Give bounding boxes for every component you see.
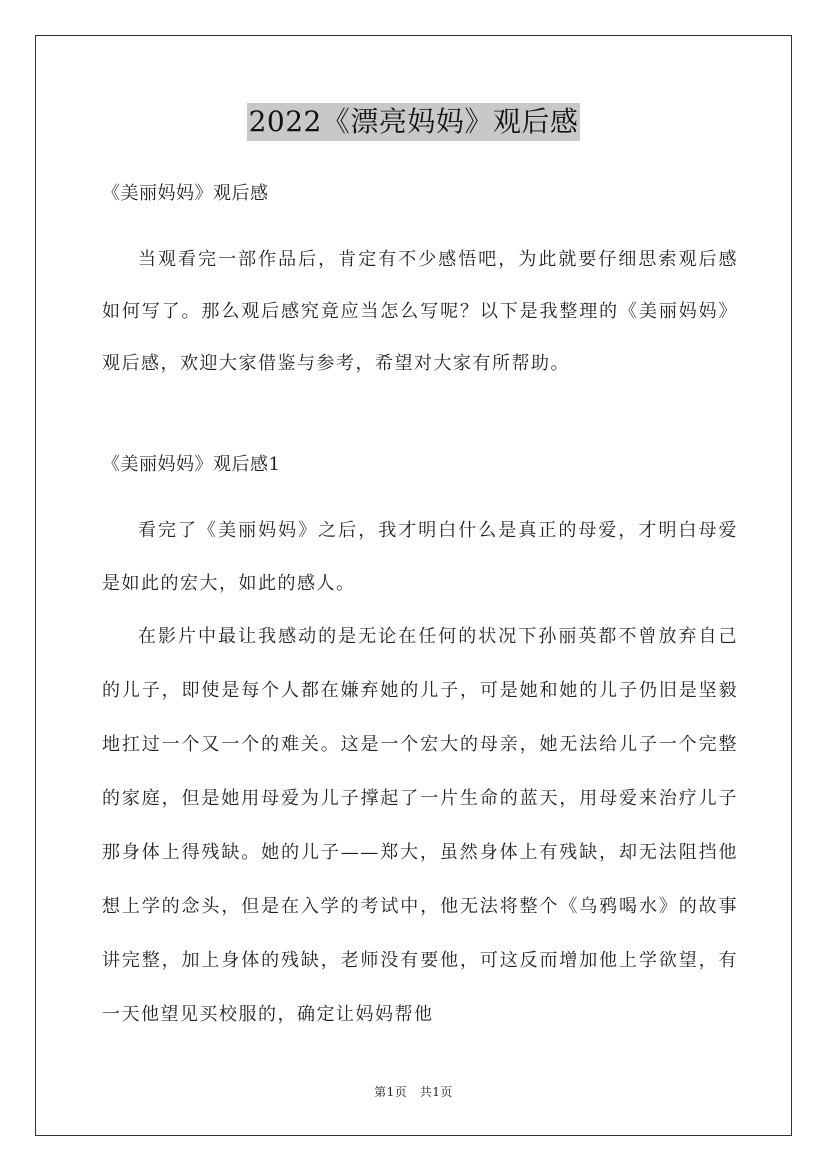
title-container (0, 103, 827, 141)
document-title: 2022《漂亮妈妈》观后感 (247, 103, 581, 141)
intro-paragraph: 当观看完一部作品后，肯定有不少感悟吧，为此就要仔细思索观后感如何写了。那么观后感究竟应当怎么写呢？以下是我整理的《美丽妈妈》观后感，欢迎大家借鉴与参考，希望对大家有所帮助。 (102, 249, 738, 374)
section-heading: 《美丽妈妈》观后感1 (102, 454, 281, 475)
subtitle: 《美丽妈妈》观后感 (102, 183, 269, 204)
body-paragraph-2: 在影片中最让我感动的是无论在任何的状况下孙丽英都不曾放弃自己的儿子，即使是每个人都在嫌弃她的儿子，可是她和她的儿子仍旧是坚毅地扛过一个又一个的难关。这是一个宏大的母亲，她无法给儿子一个完整的家庭，但是她用母爱为儿子撑起了一片生命的蓝天，用母爱来治疗儿子那身体上得残缺。她的儿子——郑大，虽然身体上有残缺，却无法阻挡他想上学的念头，但是在入学的考试中，他无法将整个《乌鸦喝水》的故事讲完整，加上身体的残缺，老师没有要他，可这反而增加他上学欲望，有一天他望见买校服的，确定让妈妈帮他 (102, 626, 738, 1025)
page-footer: 第1页 共1页 (374, 1085, 453, 1099)
body-paragraph-1: 看完了《美丽妈妈》之后，我才明白什么是真正的母爱，才明白母爱是如此的宏大，如此的感人。 (102, 520, 738, 594)
